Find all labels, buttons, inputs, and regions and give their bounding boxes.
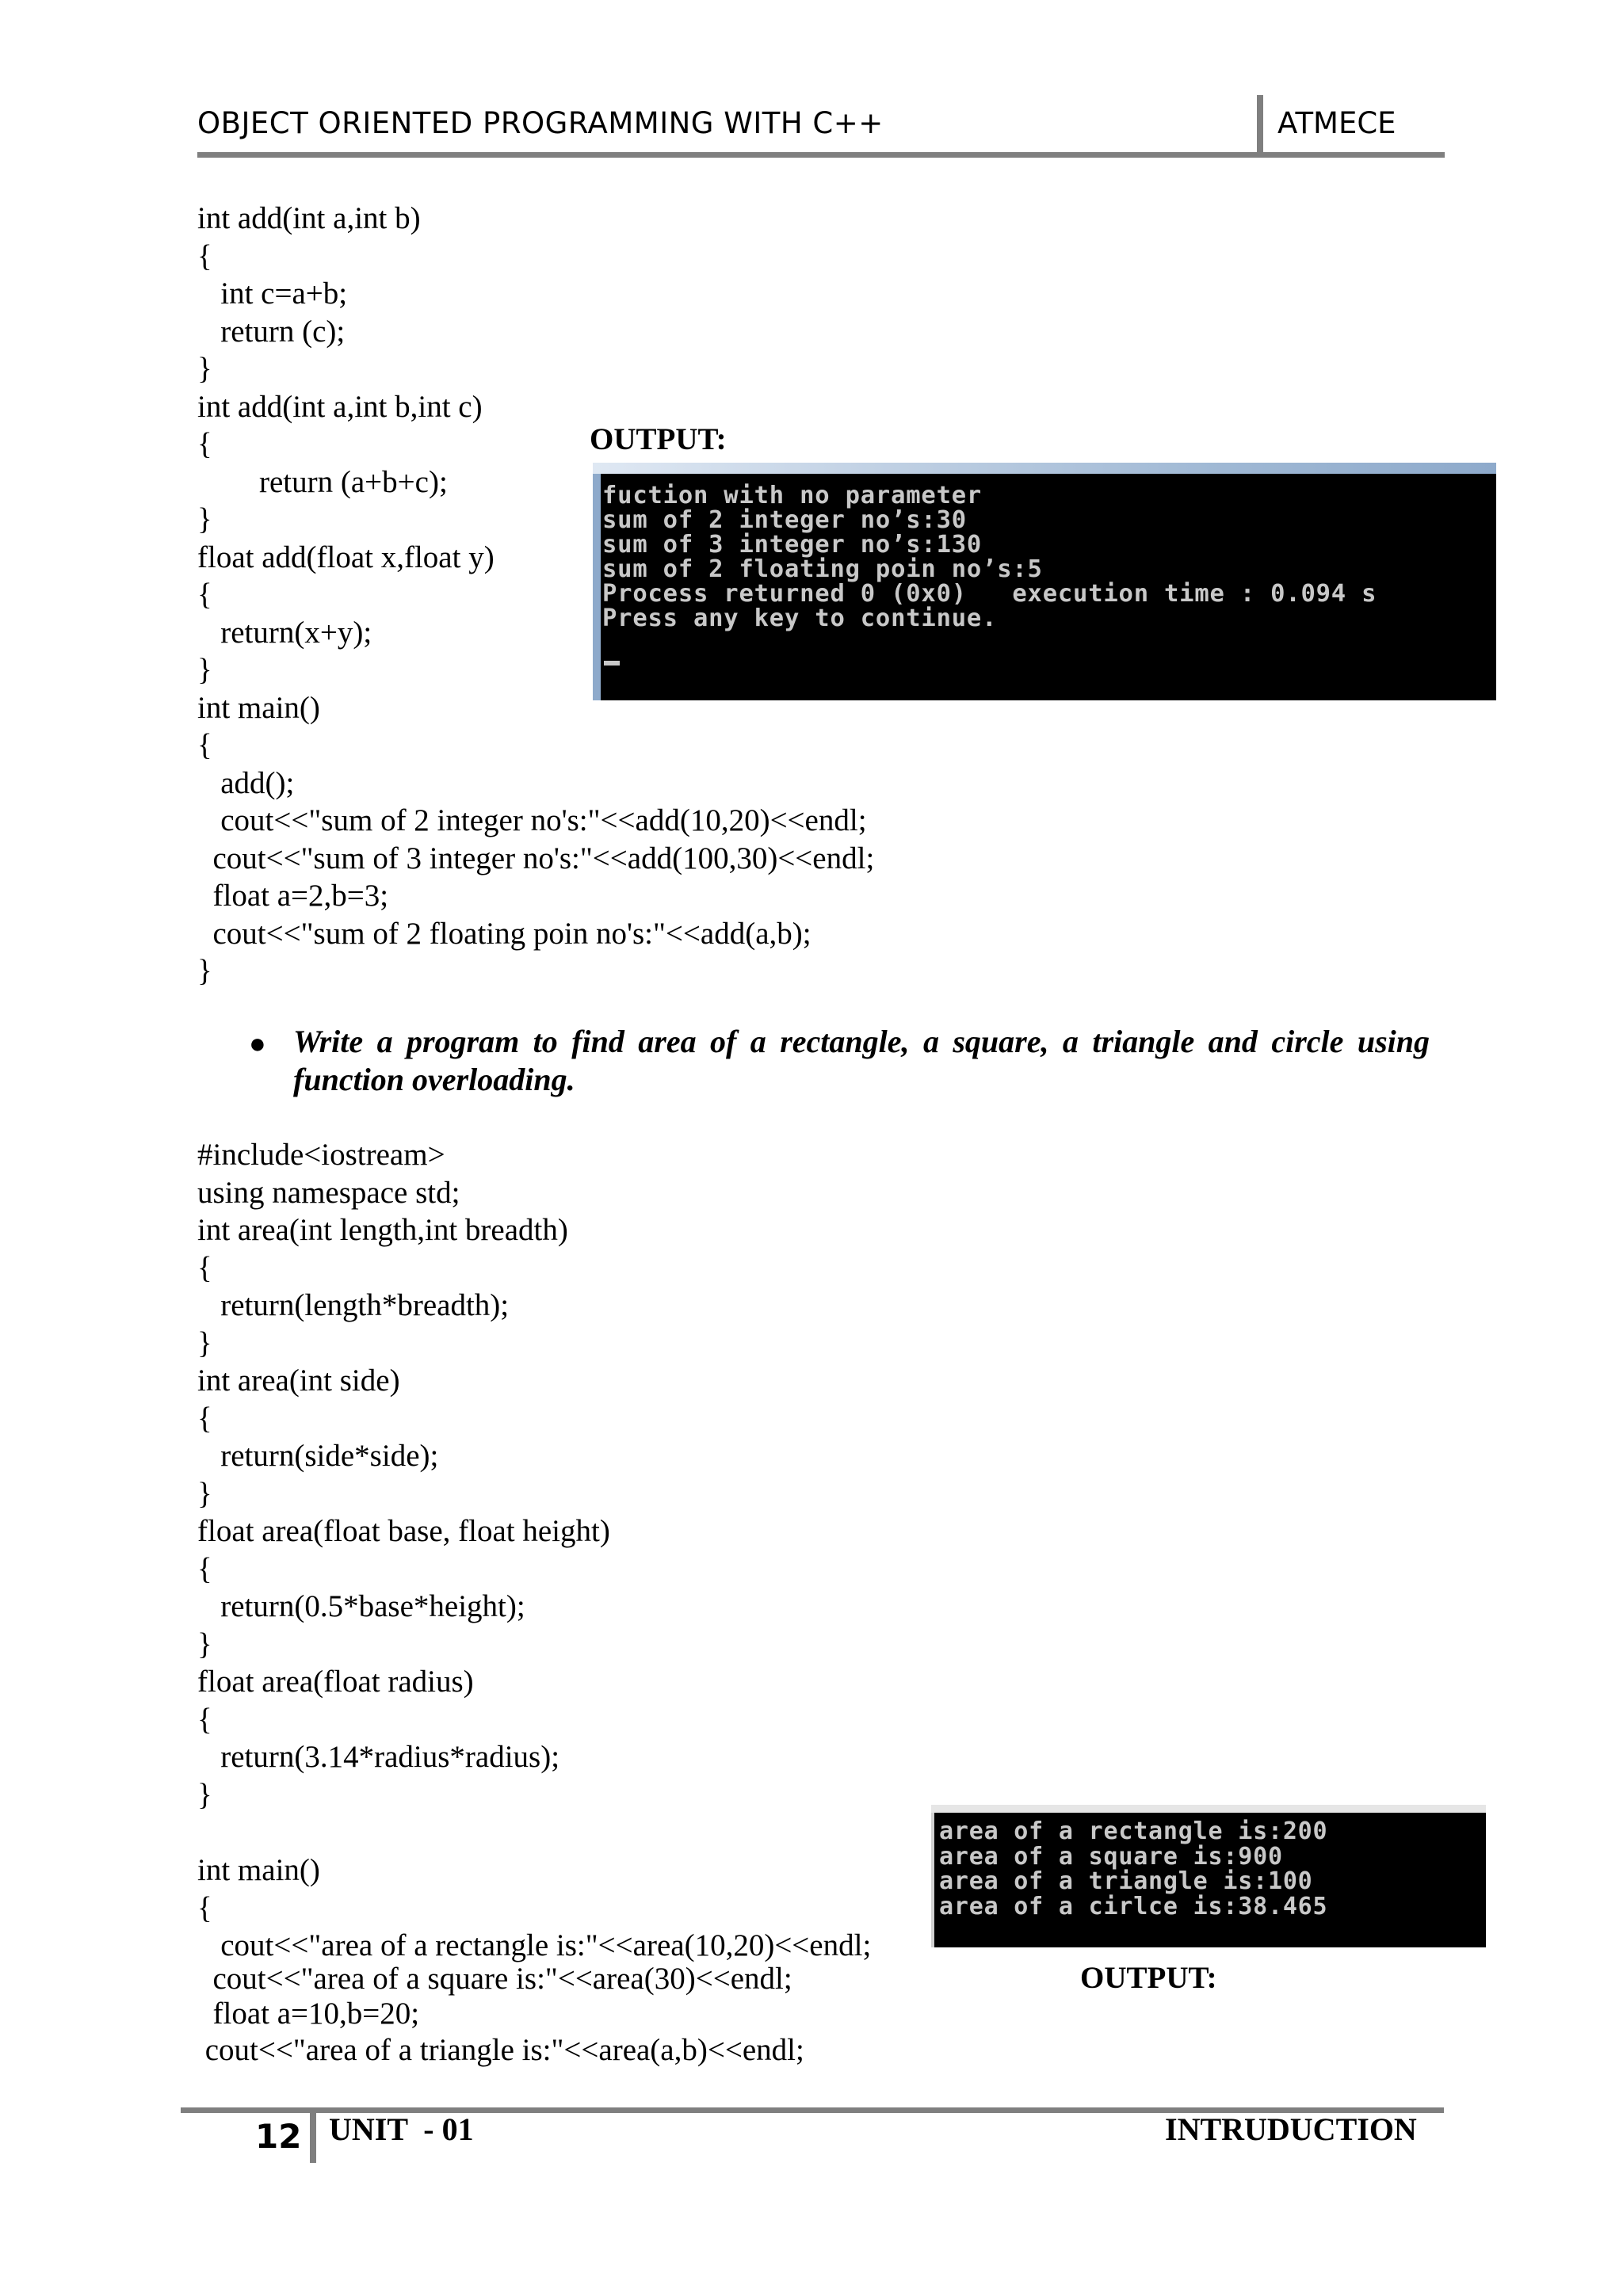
code-line: { (197, 1551, 212, 1586)
code-line: } (197, 1627, 212, 1661)
console-screenshot-1 (593, 463, 1496, 700)
page-number: 12 (255, 2117, 302, 2156)
code-line: float area(float radius) (197, 1665, 474, 1699)
console-line: Process returned 0 (0x0) execution time : 0.094 s (602, 580, 1377, 608)
console-frame (593, 474, 601, 700)
bullet-icon: ● (249, 1028, 266, 1059)
footer-divider (310, 2112, 316, 2163)
code-block-area-functions (197, 1136, 610, 1814)
code-line: int add(int a,int b,int c) (197, 389, 483, 424)
code-line: } (197, 1476, 212, 1511)
output-label: OUTPUT: (1080, 1961, 1217, 1995)
code-line: #include<iostream> (197, 1138, 445, 1172)
footer-unit: UNIT - 01 (329, 2111, 474, 2147)
exercise-statement: Write a program to find area of a rectangle, a square, a triangle and circle using function overloading. (293, 1024, 1430, 1097)
code-line: cout<<"sum of 2 floating poin no's:"<<add(a,b); (197, 916, 812, 951)
code-line: cout<<"area of a rectangle is:"<<area(10,20)<<endl; (197, 1928, 872, 1962)
code-line: int add(int a,int b) (197, 201, 421, 235)
code-line: { (197, 1250, 212, 1285)
code-line: } (197, 1325, 212, 1360)
code-line: } (197, 502, 212, 536)
console-line: area of a triangle is:100 (939, 1867, 1313, 1895)
running-header-org: ATMECE (1277, 106, 1396, 140)
code-block-area-main (197, 1852, 871, 2069)
code-line: float area(float base, float height) (197, 1514, 610, 1548)
code-line: return(side*side); (197, 1439, 439, 1473)
code-line: cout<<"area of a square is:"<<area(30)<<endl; (197, 1962, 792, 1996)
code-line: { (197, 1890, 212, 1925)
code-line: add(); (197, 765, 295, 800)
console-title-bar (931, 1805, 1486, 1813)
code-line: { (197, 1702, 212, 1737)
console-line: Press any key to continue. (602, 605, 998, 632)
code-line: { (197, 427, 212, 461)
code-line: int main() (197, 1853, 320, 1887)
console-screenshot-2 (931, 1805, 1486, 1947)
code-line: } (197, 352, 212, 386)
output-label: OUTPUT: (590, 422, 727, 456)
code-line: return (a+b+c); (197, 464, 448, 499)
code-line: } (197, 954, 212, 988)
code-line: float a=10,b=20; (197, 1997, 420, 2031)
code-line: } (197, 653, 212, 687)
code-line: int area(int length,int breadth) (197, 1213, 568, 1247)
code-line: int c=a+b; (197, 277, 348, 311)
code-line: { (197, 728, 212, 762)
code-line: { (197, 1401, 212, 1436)
console-frame (931, 1813, 934, 1947)
code-line: { (197, 578, 212, 612)
code-line: return(3.14*radius*radius); (197, 1740, 560, 1774)
code-line: return(0.5*base*height); (197, 1589, 525, 1623)
console-line: sum of 2 floating poin no’s:5 (602, 555, 1043, 583)
console-line: area of a rectangle is:200 (939, 1817, 1328, 1845)
console-line: area of a cirlce is:38.465 (939, 1892, 1328, 1920)
code-line: int main() (197, 690, 320, 725)
code-line: return(x+y); (197, 615, 372, 650)
code-line: using namespace std; (197, 1175, 460, 1210)
code-line: } (197, 1777, 212, 1812)
console-title-bar (593, 463, 1496, 474)
console-line: sum of 3 integer no’s:130 (602, 531, 983, 559)
code-line: float add(float x,float y) (197, 540, 495, 574)
console-cursor (604, 661, 620, 666)
code-line: cout<<"sum of 2 integer no's:"<<add(10,20)<<endl; (197, 803, 867, 837)
code-line: { (197, 238, 212, 273)
code-line: return (c); (197, 314, 346, 349)
header-divider (1257, 95, 1263, 157)
running-header-title: OBJECT ORIENTED PROGRAMMING WITH C++ (197, 106, 884, 140)
code-line: float a=2,b=3; (197, 879, 389, 913)
code-line: return(length*breadth); (197, 1288, 510, 1322)
header-rule (197, 152, 1445, 158)
code-line: int area(int side) (197, 1363, 400, 1398)
console-line: area of a square is:900 (939, 1842, 1283, 1871)
footer-chapter: INTRUDUCTION (1165, 2111, 1417, 2147)
code-line: cout<<"sum of 3 integer no's:"<<add(100,30)<<endl; (197, 841, 875, 875)
console-line: fuction with no parameter (602, 482, 983, 509)
code-line: cout<<"area of a triangle is:"<<area(a,b)<<endl; (197, 2033, 804, 2067)
console-line: sum of 2 integer no’s:30 (602, 506, 967, 534)
